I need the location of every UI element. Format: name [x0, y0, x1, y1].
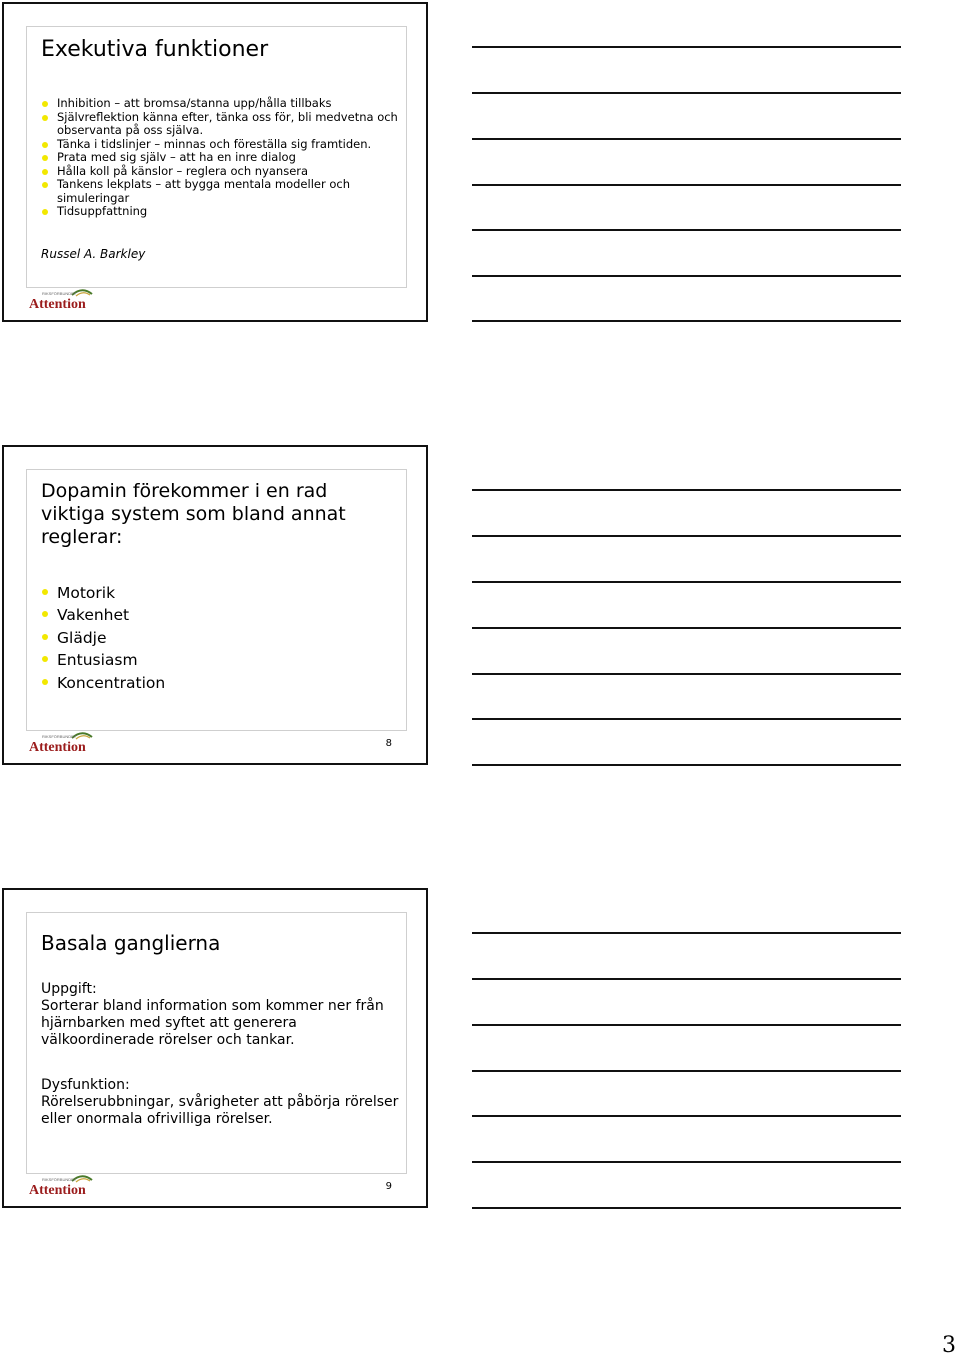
task-paragraph: [41, 981, 403, 1049]
list-item: Entusiasm: [41, 649, 165, 671]
notes-line: [472, 1207, 901, 1209]
slide-content-area: [26, 912, 407, 1174]
notes-line: [472, 275, 901, 277]
list-item: Hålla koll på känslor – reglera och nyansera: [41, 165, 403, 179]
attention-logo: [28, 1172, 94, 1198]
svg-text:Attention: Attention: [29, 1183, 86, 1198]
slide-number: 8: [385, 738, 392, 749]
notes-line: [472, 932, 901, 934]
slide-number: 9: [385, 1181, 392, 1192]
dysfunction-text: Rörelserubbningar, svårigheter att påbörja rörelser eller onormala ofrivilliga rörelser.: [41, 1094, 399, 1127]
attention-logo: [28, 729, 94, 755]
attention-logo: [28, 286, 94, 312]
list-item: Vakenhet: [41, 604, 165, 626]
slide-content-area: [26, 469, 407, 731]
notes-line: [472, 581, 901, 583]
slide-dopamin: [2, 445, 428, 765]
slide-title: Dopamin förekommer i en rad viktiga system som bland annat reglerar:: [41, 480, 346, 548]
dysfunction-label: Dysfunktion:: [41, 1077, 130, 1093]
list-item: Tänka i tidslinjer – minnas och föreställa sig framtiden.: [41, 138, 403, 152]
slide-basala-ganglierna: [2, 888, 428, 1208]
slide-title: Basala ganglierna: [41, 931, 221, 955]
notes-line: [472, 1070, 901, 1072]
bullet-list: [41, 97, 403, 219]
notes-line: [472, 46, 901, 48]
task-label: Uppgift:: [41, 981, 97, 997]
list-item: Självreflektion känna efter, tänka oss för, bli medvetna och observanta på oss själva.: [41, 111, 403, 138]
svg-text:Attention: Attention: [29, 297, 86, 312]
list-item: Motorik: [41, 582, 165, 604]
notes-line: [472, 1161, 901, 1163]
notes-line: [472, 718, 901, 720]
slide-exekutiva-funktioner: [2, 2, 428, 322]
notes-line: [472, 764, 901, 766]
notes-line: [472, 489, 901, 491]
svg-text:Attention: Attention: [29, 740, 86, 755]
svg-text:RIKSFÖRBUNDET: RIKSFÖRBUNDET: [42, 734, 77, 739]
notes-line: [472, 184, 901, 186]
list-item: Tidsuppfattning: [41, 205, 403, 219]
task-text: Sorterar bland information som kommer ner från hjärnbarken med syftet att generera välkoordinerade rörelser och tankar.: [41, 998, 384, 1048]
list-item: Inhibition – att bromsa/stanna upp/hålla tillbaks: [41, 97, 403, 111]
author-credit: Russel A. Barkley: [41, 247, 146, 261]
notes-line: [472, 229, 901, 231]
list-item: Prata med sig själv – att ha en inre dialog: [41, 151, 403, 165]
bullet-list: [41, 582, 165, 694]
list-item: Koncentration: [41, 672, 165, 694]
list-item: Glädje: [41, 627, 165, 649]
notes-line: [472, 92, 901, 94]
svg-text:RIKSFÖRBUNDET: RIKSFÖRBUNDET: [42, 1177, 77, 1182]
svg-text:RIKSFÖRBUNDET: RIKSFÖRBUNDET: [42, 291, 77, 296]
notes-line: [472, 138, 901, 140]
slide-title: Exekutiva funktioner: [41, 37, 269, 62]
notes-line: [472, 673, 901, 675]
notes-line: [472, 1115, 901, 1117]
notes-line: [472, 1024, 901, 1026]
slide-content-area: [26, 26, 407, 288]
dysfunction-paragraph: [41, 1077, 403, 1128]
notes-line: [472, 978, 901, 980]
notes-line: [472, 320, 901, 322]
notes-line: [472, 535, 901, 537]
notes-line: [472, 627, 901, 629]
list-item: Tankens lekplats – att bygga mentala modeller och simuleringar: [41, 178, 403, 205]
page-number: 3: [942, 1333, 956, 1358]
